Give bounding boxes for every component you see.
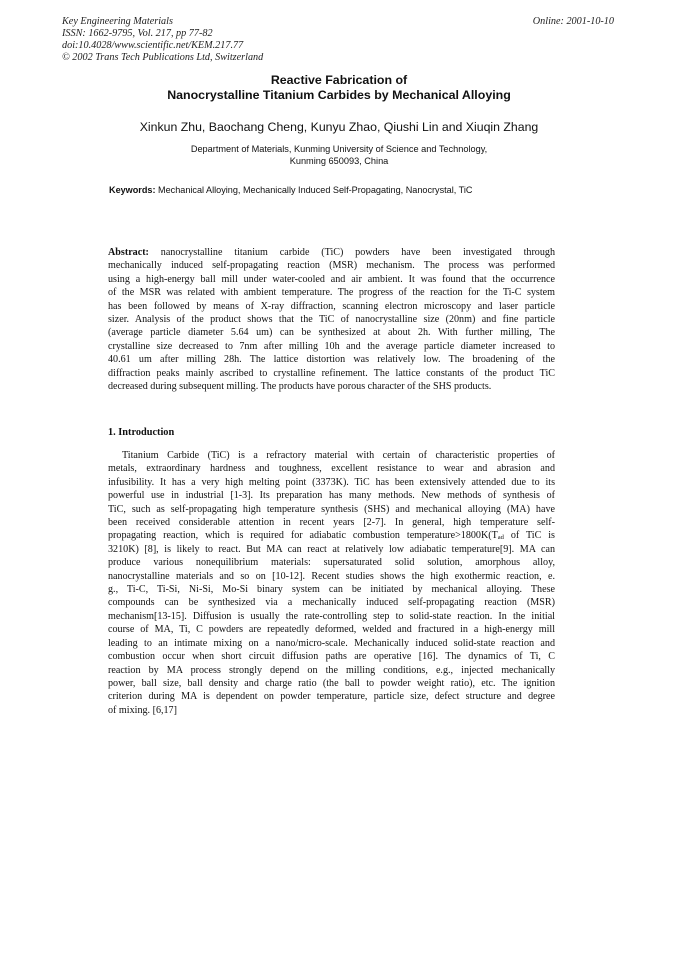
affiliation [0,144,678,167]
intro-line: Titanium Carbide (TiC) is a refractory material with certain of characteristic properties of [122,450,555,461]
section-heading: 1. Introduction [108,427,175,438]
abstract-line: mechanically induced self-propagating reaction (MSR) mechanism. The process was performed [108,260,555,272]
title-line-2: Nanocrystalline Titanium Carbides by Mechanical Alloying [167,88,511,102]
introduction-text [108,449,555,717]
title-line-1: Reactive Fabrication of [270,73,408,87]
keywords-label: Keywords: [109,185,156,195]
intro-line: TiC, such as self-propagating high temperature synthesis (SHS) and mechanical alloying (MA) have [108,503,555,515]
intro-line: of mixing. [6,17] [108,704,177,716]
intro-line: reaction by MA process strongly depend on the milling conditions, e.g., injected mechanically [108,664,555,676]
journal-name: Key Engineering Materials [62,16,173,27]
intro-line: compounds can be synthesized via a mechanically induced self-propagating reaction (MSR) [108,597,555,609]
abstract-line: Abstract: nanocrystalline titanium carbide (TiC) powders have been investigated through [108,247,555,258]
abstract-line: has been followed by means of X-ray diffraction, scanning electron microscopy and laser particle [108,300,555,312]
intro-line: infusibility. It has a very high melting point (3373K). TiC has been extensively attended due to its [108,476,555,488]
abstract-line: (average particle diameter 5.64 um) can be synthesized at about 2h. With further milling, The [108,327,555,339]
intro-line: power, ball size, ball density and charge ratio (the ball to powder weight ratio), etc. The ignition [108,677,555,689]
intro-line: leading to an intimate mixing on a nano/micro-scale. Mechanically induced solid-state reaction and [108,637,555,649]
abstract-line: sizer. Analysis of the product shows that the TiC of nanocrystalline size (20nm) and fine particle [108,314,555,326]
abstract-line: crystalline size decreased to 7nm after milling 10h and the average particle diameter increased to [108,340,555,352]
abstract-line: decreased during subsequent milling. The products have porous character of the SHS products. [108,381,492,393]
intro-line: metals, extraordinary hardness and toughness, excellent resistance to wear and abrasion and [108,463,555,475]
abstract [108,246,555,393]
intro-line: nanocrystalline materials and so on [10-12]. Recent studies shows the high exothermic reaction, e. [108,570,555,582]
author-list: Xinkun Zhu, Baochang Cheng, Kunyu Zhao, Qiushi Lin and Xiuqin Zhang [139,120,539,134]
affiliation-line-2: Kunming 650093, China [289,155,389,166]
doi-line[interactable]: doi:10.4028/www.scientific.net/KEM.217.77 [62,40,244,51]
intro-line: combustion occur when short circuit diffusion paths are operative [16]. The dynamics of Ti, C [108,651,555,663]
issn-line: ISSN: 1662-9795, Vol. 217, pp 77-82 [62,28,213,39]
intro-line: powerful use in industrial [1-3]. Its preparation has many methods. New methods of synthesis of [108,490,555,502]
intro-line: criterion during MA is dependent on powder temperature, particle size, defect structure and degree [108,691,555,703]
intro-line: propagating reaction, which is required for adiabatic combustion $temperature>1800K(T_{ad}$ of TiC is [108,530,555,542]
keywords-text: Mechanical Alloying, Mechanically Induced Self-Propagating, Nanocrystal, TiC [155,185,473,195]
copyright-line: © 2002 Trans Tech Publications Ltd, Switzerland [62,52,264,63]
abstract-line: 40.61 um after milling 28h. The lattice distortion was relatively low. The broadening of the [108,354,555,366]
paper-title [0,73,678,103]
journal-header [62,16,263,64]
abstract-line: of the MSR was related with ambient temperature. The progress of the reaction for the Ti-C system [108,287,555,299]
online-date: Online: 2001-10-10 [532,16,614,27]
intro-line: produce various nonequilibrium materials: supersaturated solid solution, amorphous alloy, [108,557,555,569]
abstract-label: Abstract: [108,247,149,258]
intro-line: g., Ti-C, Ti-Si, Ni-Si, Mo-Si binary system can be initiated by mechanical alloying. These [108,584,555,596]
intro-line: been received considerable attention in recent years [2-7]. In general, high temperature self- [108,517,555,529]
intro-line: mechanism[13-15]. Diffusion is usually the rate-controlling step to solid-state reaction. In the initial [108,610,555,622]
affiliation-line-1: Department of Materials, Kunming University of Science and Technology, [190,144,488,154]
keywords [109,185,472,196]
intro-line: 3210K) [8], is likely to react. But MA can react at relatively low adiabatic temperature[9]. MA can [108,543,555,555]
abstract-line: using a high-energy ball mill under water-cooled and air ambient. It was found that the occurrence [108,273,555,285]
intro-line: course of MA, Ti, C powders are repeatedly deformed, welded and fractured in a high-energy mill [108,624,555,636]
abstract-line: diffraction peaks mainly ascribed to crystalline refinement. The lattice constants of the product TiC [108,367,555,379]
